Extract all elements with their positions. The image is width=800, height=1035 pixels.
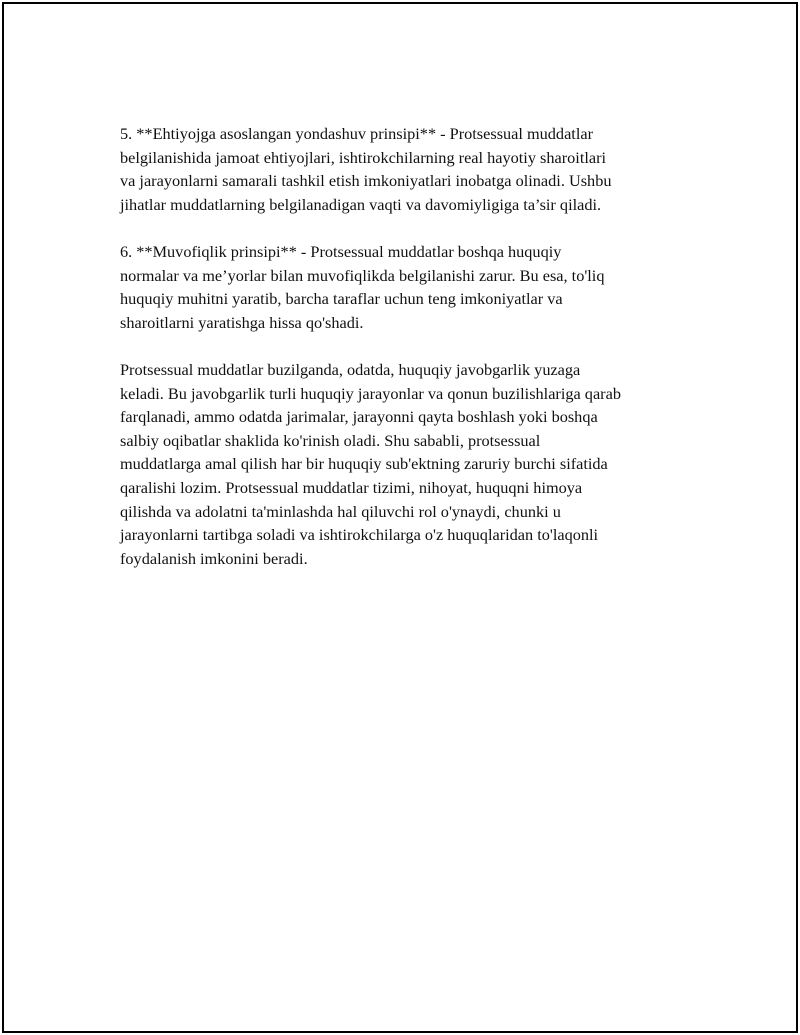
paragraph-conclusion: Protsessual muddatlar buzilganda, odatda, huquqiy javobgarlik yuzaga keladi. Bu javobgarlik turli huquqiy jarayonlar va qonun buzilishlariga qarab farqlanadi, ammo odatda jarimalar, jarayonni qayta boshlash yoki boshqa salbiy oqibatlar shaklida ko'rinish oladi. Shu sababli, protsessual muddatlarga amal qilish har bir huquqiy sub'ektning zaruriy burchi sifatida qaralishi lozim. Protsessual muddatlar tizimi, nihoyat, huquqni himoya qilishda va adolatni ta'minlashda hal qiluvchi rol o'ynaydi, chunki u jarayonlarni tartibga soladi va ishtirokchilarga o'z huquqlaridan to'laqonli foydalanish imkonini beradi. — [120, 359, 621, 568]
paragraph-principle-5: 5. **Ehtiyojga asoslangan yondashuv prinsipi** - Protsessual muddatlar belgilanishida jamoat ehtiyojlari, ishtirokchilarning real hayotiy sharoitlari va jarayonlarni samarali tashkil etish imkoniyatlari inobatga olinadi. Ushbu jihatlar muddatlarning belgilanadigan vaqti va davomiyligiga ta’sir qiladi. — [120, 124, 612, 214]
document-page — [2, 2, 798, 1033]
document-body — [120, 122, 695, 594]
paragraph-principle-6: 6. **Muvofiqlik prinsipi** - Protsessual muddatlar boshqa huquqiy normalar va me’yorlar bilan muvofiqlikda belgilanishi zarur. Bu esa, to'liq huquqiy muhitni yaratib, barcha taraflar uchun teng imkoniyatlar va sharoitlarni yaratishga hissa qo'shadi. — [120, 241, 605, 332]
